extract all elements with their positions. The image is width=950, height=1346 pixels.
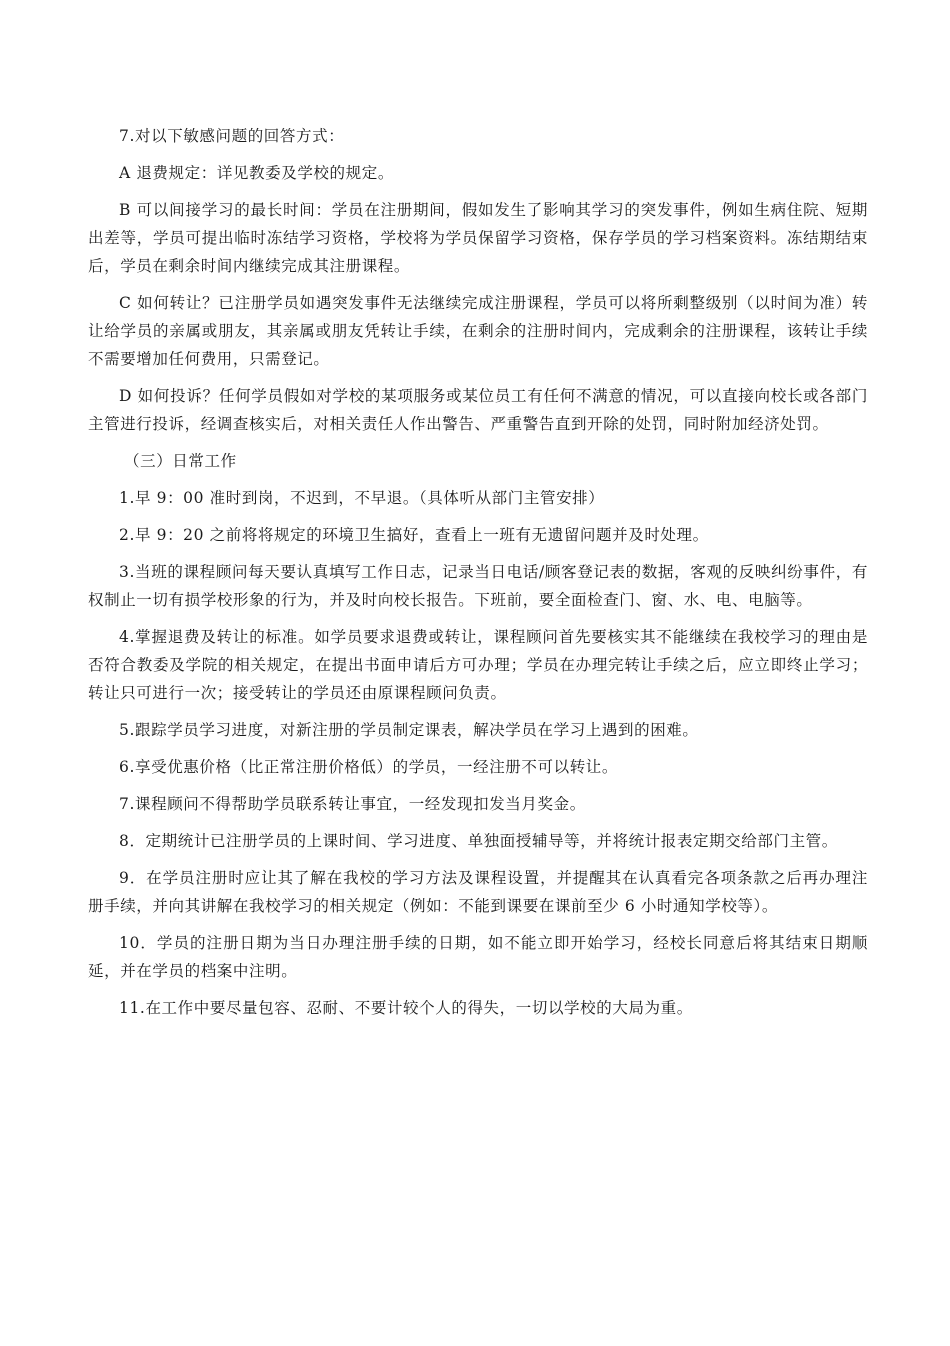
paragraph-daily-item-4: 4.掌握退费及转让的标准。如学员要求退费或转让，课程顾问首先要核实其不能继续在我校学习的理由是否符合教委及学院的相关规定，在提出书面申请后方可办理；学员在办理完转让手续之后，应立即终止学习；转让只可进行一次；接受转让的学员还由原课程顾问负责。 <box>88 628 868 702</box>
paragraph-daily-item-2: 2.早 9：20 之前将将规定的环境卫生搞好，查看上一班有无遗留问题并及时处理。 <box>119 526 709 544</box>
paragraph-daily-item-3: 3.当班的课程顾问每天要认真填写工作日志，记录当日电话/顾客登记表的数据，客观的反映纠纷事件，有权制止一切有损学校形象的行为，并及时向校长报告。下班前，要全面检查门、窗、水、电、电脑等。 <box>88 563 868 609</box>
paragraph-sensitive-questions-heading: 7.对以下敏感问题的回答方式： <box>119 127 345 145</box>
paragraph-daily-item-6: 6.享受优惠价格（比正常注册价格低）的学员，一经注册不可以转让。 <box>119 758 618 776</box>
paragraph-daily-item-5: 5.跟踪学员学习进度，对新注册的学员制定课表，解决学员在学习上遇到的困难。 <box>119 721 699 739</box>
paragraph-daily-item-8: 8．定期统计已注册学员的上课时间、学习进度、单独面授辅导等，并将统计报表定期交给部门主管。 <box>119 832 838 850</box>
paragraph-daily-item-1: 1.早 9：00 准时到岗，不迟到，不早退。（具体听从部门主管安排） <box>119 489 605 507</box>
paragraph-daily-item-9: 9．在学员注册时应让其了解在我校的学习方法及课程设置，并提醒其在认真看完各项条款之后再办理注册手续，并向其讲解在我校学习的相关规定（例如：不能到课要在课前至少 6 小时通知学校等）。 <box>88 869 868 915</box>
paragraph-daily-item-7: 7.课程顾问不得帮助学员联系转让事宜，一经发现扣发当月奖金。 <box>119 795 586 813</box>
section-heading-daily-work: （三）日常工作 <box>124 452 237 470</box>
paragraph-transfer: C 如何转让？已注册学员如遇突发事件无法继续完成注册课程，学员可以将所剩整级别（以时间为准）转让给学员的亲属或朋友，其亲属或朋友凭转让手续，在剩余的注册时间内，完成剩余的注册课程，该转让手续不需要增加任何费用，只需登记。 <box>88 294 868 368</box>
paragraph-daily-item-10: 10．学员的注册日期为当日办理注册手续的日期，如不能立即开始学习，经校长同意后将其结束日期顺延，并在学员的档案中注明。 <box>88 934 868 980</box>
paragraph-refund-rule: A 退费规定：详见教委及学校的规定。 <box>119 164 394 182</box>
paragraph-max-study-interval: B 可以间接学习的最长时间：学员在注册期间，假如发生了影响其学习的突发事件，例如生病住院、短期出差等，学员可提出临时冻结学习资格，学校将为学员保留学习资格，保存学员的学习档案资料。冻结期结束后，学员在剩余时间内继续完成其注册课程。 <box>88 201 868 275</box>
paragraph-daily-item-11: 11.在工作中要尽量包容、忍耐、不要计较个人的得失，一切以学校的大局为重。 <box>119 999 693 1017</box>
document-body <box>88 122 868 1031</box>
paragraph-complaint: D 如何投诉？任何学员假如对学校的某项服务或某位员工有任何不满意的情况，可以直接向校长或各部门主管进行投诉，经调查核实后，对相关责任人作出警告、严重警告直到开除的处罚，同时附加经济处罚。 <box>88 387 868 433</box>
